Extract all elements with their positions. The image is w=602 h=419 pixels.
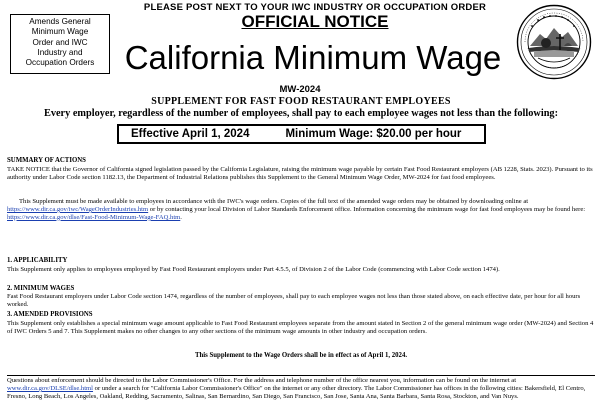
summary-paragraph-2 — [7, 198, 595, 222]
post-notice-line: PLEASE POST NEXT TO YOUR IWC INDUSTRY OR OCCUPATION ORDER — [143, 2, 487, 13]
order-number: MW-2024 — [279, 84, 321, 95]
minimum-wages-heading: 2. MINIMUM WAGES — [7, 285, 75, 292]
footer-text-b: or under a search for "California Labor Commissioner's Office" on the internet or any other directory. The Labor Commissioner has offices in the following cities: Bakersfield, El Centro, Fresno, Long Beach, Los Angeles, Oakland, Redding, Sacramento, Salinas, San Bernardino, San Diego, San Francisco, San Jose, Santa Ana, Santa Barbara, Santa Rosa, Stockton, and Van Nuys. — [7, 384, 586, 400]
summary-text-a: This Supplement must be made available to employees in accordance with the IWC's wage orders. Copies of the full text of the amended wage orders may be obtained by downloading online at — [19, 198, 529, 205]
effective-wage-box — [117, 124, 486, 144]
summary-paragraph-1: TAKE NOTICE that the Governor of California signed legislation passed by the California Legislature, raising the minimum wage payable by certain Fast Food Restaurant employers (AB 1228, Stats. 2023). Pursuant to its authority under Labor Code section 1182.13, the Department of Industrial Relations publishes this Supplement to the General Minimum Wage Order, MW-2024 for fast food employees. — [7, 166, 593, 181]
amends-line: Minimum Wage — [31, 27, 89, 37]
amends-line: Industry and — [37, 47, 83, 57]
summary-text-c: . — [180, 213, 182, 221]
minimum-wages-text: Fast Food Restaurant employers under Labor Code section 1474, regardless of the number of employees, shall pay to each employee wages not less than those stated above, on each effective date, per hour for all hours worked. — [7, 293, 581, 308]
amended-provisions-text: This Supplement only establishes a special minimum wage amount applicable to Fast Food Restaurant employees separate from the amount stated in Section 2 of the general minimum wage order (MW-2024) and Section 4 of IWC Orders 5 and 7. This Supplement makes no other changes to any other sections of the minimum wage amounts in other industry and occupation orders. — [7, 320, 594, 335]
fast-food-faq-link[interactable]: https://www.dir.ca.gov/dlse/Fast-Food-Minimum-Wage-FAQ.htm — [7, 213, 181, 221]
amends-line: Occupation Orders — [25, 58, 95, 68]
footer-text-a: Questions about enforcement should be directed to the Labor Commissioner's Office. For the address and telephone number of the office nearest you, information can be found on the internet at — [7, 377, 517, 384]
summary-heading: SUMMARY OF ACTIONS — [7, 157, 86, 164]
amended-provisions-heading: 3. AMENDED PROVISIONS — [7, 311, 93, 318]
dlse-link[interactable]: www.dir.ca.gov/DLSE/dlse.html — [7, 384, 94, 392]
summary-text-b: or by contacting your local Division of Labor Standards Enforcement office. Information concerning the minimum wage for fast food employees may be found here: — [148, 205, 586, 213]
minimum-wage-amount: Minimum Wage: $20.00 per hour — [285, 128, 462, 140]
every-employer-statement: Every employer, regardless of the number of employees, shall pay to each employee wages not less than the following: — [43, 108, 559, 119]
applicability-text: This Supplement only applies to employees employed by Fast Food Restaurant employers under Part 4.5.5, of Division 2 of the Labor Code (commencing with Labor Code section 1474). — [7, 266, 500, 273]
page-title: California Minimum Wage — [124, 39, 502, 76]
footer-text — [7, 377, 595, 401]
footer-divider — [7, 375, 595, 376]
amends-box — [10, 14, 110, 74]
wage-orders-link[interactable]: https://www.dir.ca.gov/iwc/WageOrderIndustries.htm — [7, 205, 149, 213]
official-notice-heading: OFFICIAL NOTICE — [241, 12, 389, 31]
supplement-title: SUPPLEMENT FOR FAST FOOD RESTAURANT EMPLOYEES — [151, 96, 451, 107]
effective-date: Effective April 1, 2024 — [131, 128, 250, 140]
applicability-heading: 1. APPLICABILITY — [7, 257, 68, 264]
closing-statement: This Supplement to the Wage Orders shall be in effect as of April 1, 2024. — [194, 352, 408, 359]
amends-line: Amends General — [29, 17, 91, 26]
amends-line: Order and IWC — [32, 37, 88, 47]
